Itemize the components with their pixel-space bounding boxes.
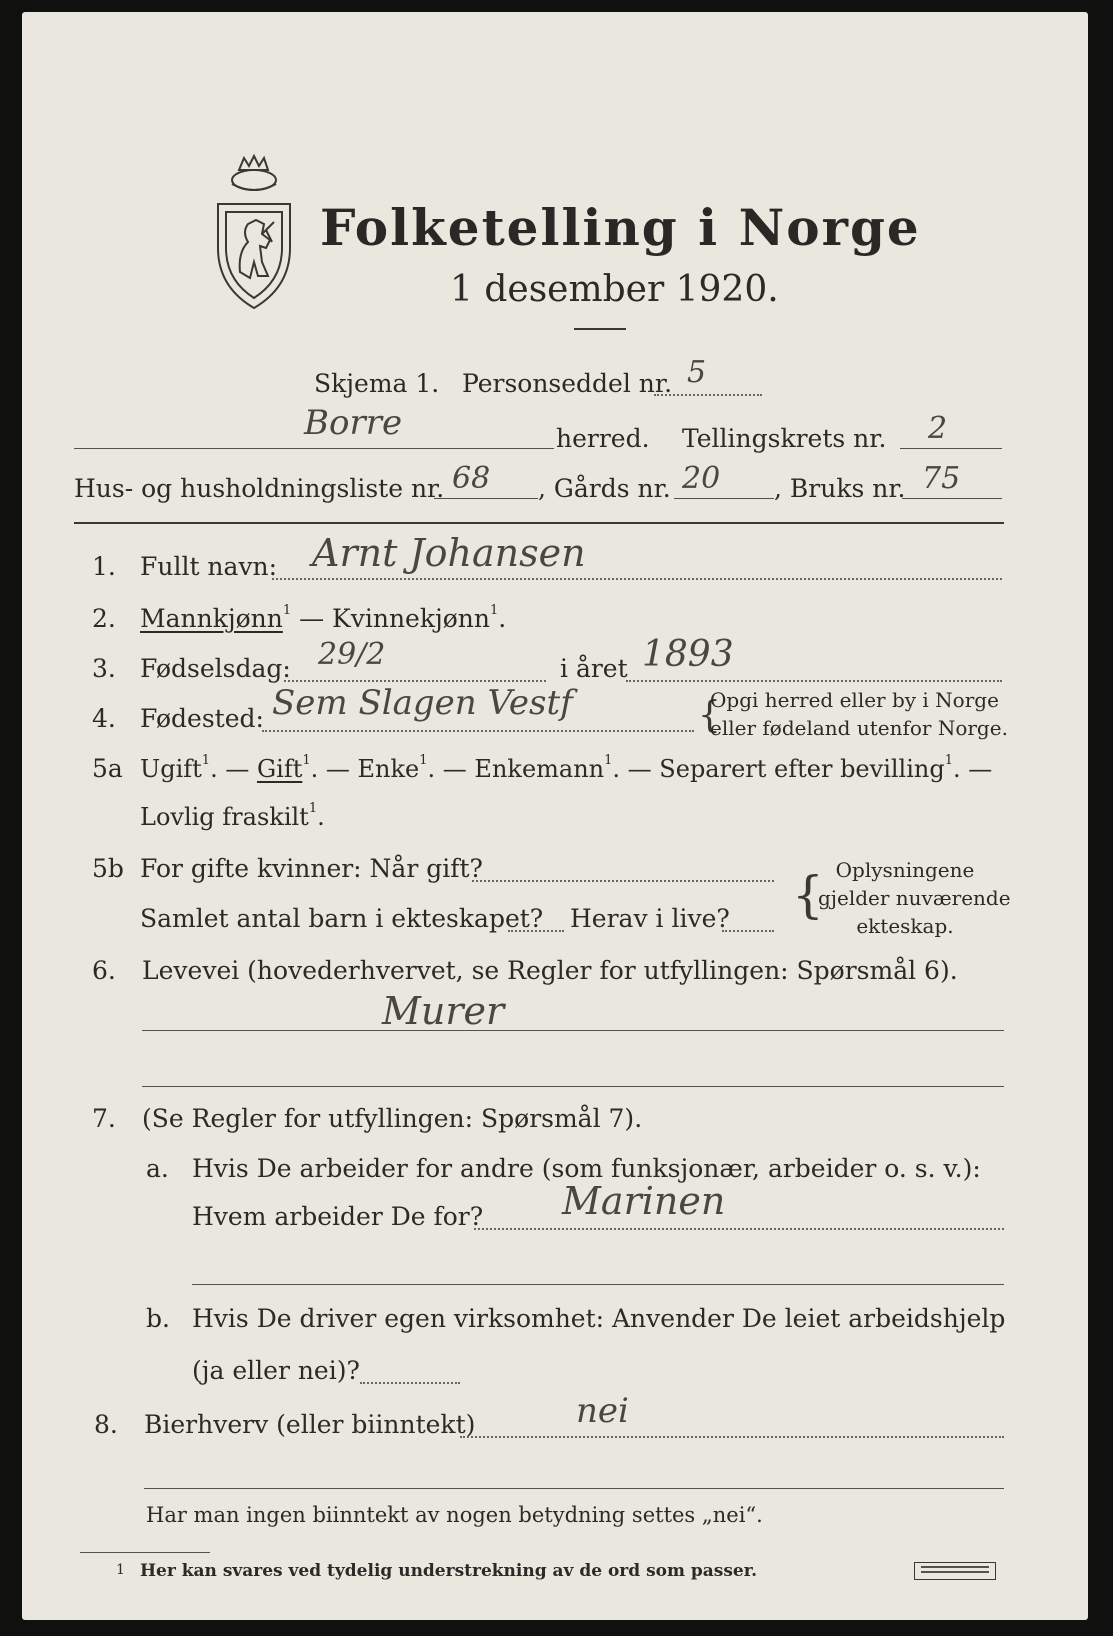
q7b-line1: Hvis De driver egen virksomhet: Anvender De leiet arbeidshjelp [192, 1304, 1006, 1333]
q8-label: Bierhverv (eller biinntekt) [144, 1410, 476, 1439]
tellingskrets-value: 2 [928, 411, 948, 446]
herred-value: Borre [304, 403, 403, 443]
q8-secondary-income-value: nei [576, 1391, 629, 1431]
hus-label: Hus- og husholdningsliste nr. [74, 474, 445, 503]
title-rule [574, 328, 626, 330]
q7b-line2: (ja eller nei)? [192, 1356, 360, 1385]
q5a-number: 5a [92, 754, 123, 783]
q7a-line2: Hvem arbeider De for? [192, 1202, 484, 1231]
coat-of-arms-icon [204, 152, 294, 312]
census-form-sheet: Folketelling i Norge 1 desember 1920. Skjema 1. Personseddel nr. 5 Borre herred. Tellingskrets nr. 2 Hus- og husholdningsliste nr. 68 , Gårds nr. 20 , Bruks nr. 75 1. Fullt navn: Arnt Johansen 2. Mannkjønn$^1$ — Kvinnekjønn$^1$. 3. Fødselsdag: 29/2 i året 1893 4. Fødested: Sem Slagen Vestf { Opgi herred eller by i Norge eller fødeland utenfor Norge. 5a Ugift$^1$. — Gift$^1$. — Enke$^1$. — Enkemann$^1$. — Separert efter bevilling$^1$. — Lovlig fraskilt$^1$. 5b For gifte kvinner: Når gift? Samlet antal barn i ekteskapet? Herav i live? { Oplysningene gjelder nuværende ekteskap. 6. Levevei (hovederhvervet, se Regler for utfyllingen: Spørsmål 6). Murer 7. (Se Regler for utfyllingen: Spørsmål 7). a. Hvis De arbeider for andre (som funksjonær, arbeider o. s. v.): Hvem arbeider De for? Marinen b. Hvis De driver egen virksomhet: Anvender De leiet arbeidshjelp (ja eller nei)? 8. Bierhverv (eller biinntekt) nei Har man ingen biinntekt av nogen betydning settes „nei“. 1 Her kan svares ved tydelig understrekning av de ord som passer. [22, 12, 1088, 1620]
form-title: Folketelling i Norge [320, 198, 921, 257]
q1-full-name-value: Arnt Johansen [312, 531, 586, 575]
gards-value: 20 [682, 461, 721, 496]
q5b-label-alive: Herav i live? [570, 904, 730, 933]
q6-number: 6. [92, 956, 116, 985]
q2-female-option: Kvinnekjønn [332, 604, 490, 633]
q7a-number: a. [146, 1154, 169, 1183]
q7b-number: b. [146, 1304, 170, 1333]
q5a-marital-options: Ugift$^1$. — Gift$^1$. — Enke$^1$. — Enkemann$^1$. — Separert efter bevilling$^1$. — [140, 753, 993, 783]
q4-note-line2: eller fødeland utenfor Norge. [710, 716, 1008, 740]
q2-male-option: Mannkjønn [140, 604, 283, 633]
q3-year-label: i året [560, 654, 628, 683]
footnote-text: Her kan svares ved tydelig understrekning av de ord som passer. [140, 1561, 758, 1581]
q3-label: Fødselsdag: [140, 654, 291, 683]
q5b-label-when-married: For gifte kvinner: Når gift? [140, 854, 483, 883]
hus-value: 68 [452, 461, 491, 496]
q5b-note: Oplysningene gjelder nuværende ekteskap. [818, 858, 1011, 938]
q7a-employer-value: Marinen [562, 1179, 726, 1223]
q5b-number: 5b [92, 854, 124, 883]
footnote-mark: 1 [116, 1562, 125, 1578]
q3-year-value: 1893 [642, 634, 734, 675]
q7-label: (Se Regler for utfyllingen: Spørsmål 7). [142, 1104, 643, 1133]
q6-occupation-value: Murer [382, 989, 505, 1033]
q7-number: 7. [92, 1104, 116, 1133]
q4-number: 4. [92, 704, 116, 733]
bruks-value: 75 [922, 461, 961, 496]
q4-birthplace-value: Sem Slagen Vestf [272, 683, 573, 723]
q4-label: Fødested: [140, 704, 264, 733]
q2-gender-options: Mannkjønn$^1$ — Kvinnekjønn$^1$. [140, 603, 507, 633]
q5a-gift-option: Gift [256, 755, 303, 783]
q4-note-line1: Opgi herred eller by i Norge [710, 688, 999, 712]
header-divider [74, 522, 1004, 524]
q5b-label-children: Samlet antal barn i ekteskapet? [140, 904, 544, 933]
personseddel-label: Personseddel nr. [462, 369, 673, 398]
q8-number: 8. [94, 1410, 118, 1439]
q7a-line1: Hvis De arbeider for andre (som funksjonær, arbeider o. s. v.): [192, 1154, 981, 1183]
q1-label: Fullt navn: [140, 552, 278, 581]
q3-number: 3. [92, 654, 116, 683]
q6-label: Levevei (hovederhvervet, se Regler for utfyllingen: Spørsmål 6). [142, 956, 958, 985]
personseddel-value: 5 [687, 355, 707, 390]
q5a-lovlig-fraskilt: Lovlig fraskilt$^1$. [140, 801, 325, 831]
form-date: 1 desember 1920. [450, 269, 779, 310]
skjema-label: Skjema 1. [314, 369, 440, 398]
bruks-label: , Bruks nr. [774, 474, 906, 503]
gards-label: , Gårds nr. [538, 474, 671, 503]
herred-label: herred. [556, 424, 650, 453]
footer-note: Har man ingen biinntekt av nogen betydning settes „nei“. [146, 1503, 763, 1527]
tellingskrets-label: Tellingskrets nr. [682, 424, 887, 453]
q3-birthday-value: 29/2 [318, 637, 386, 672]
q1-number: 1. [92, 552, 116, 581]
q2-number: 2. [92, 604, 116, 633]
printer-stamp-icon [914, 1562, 996, 1580]
